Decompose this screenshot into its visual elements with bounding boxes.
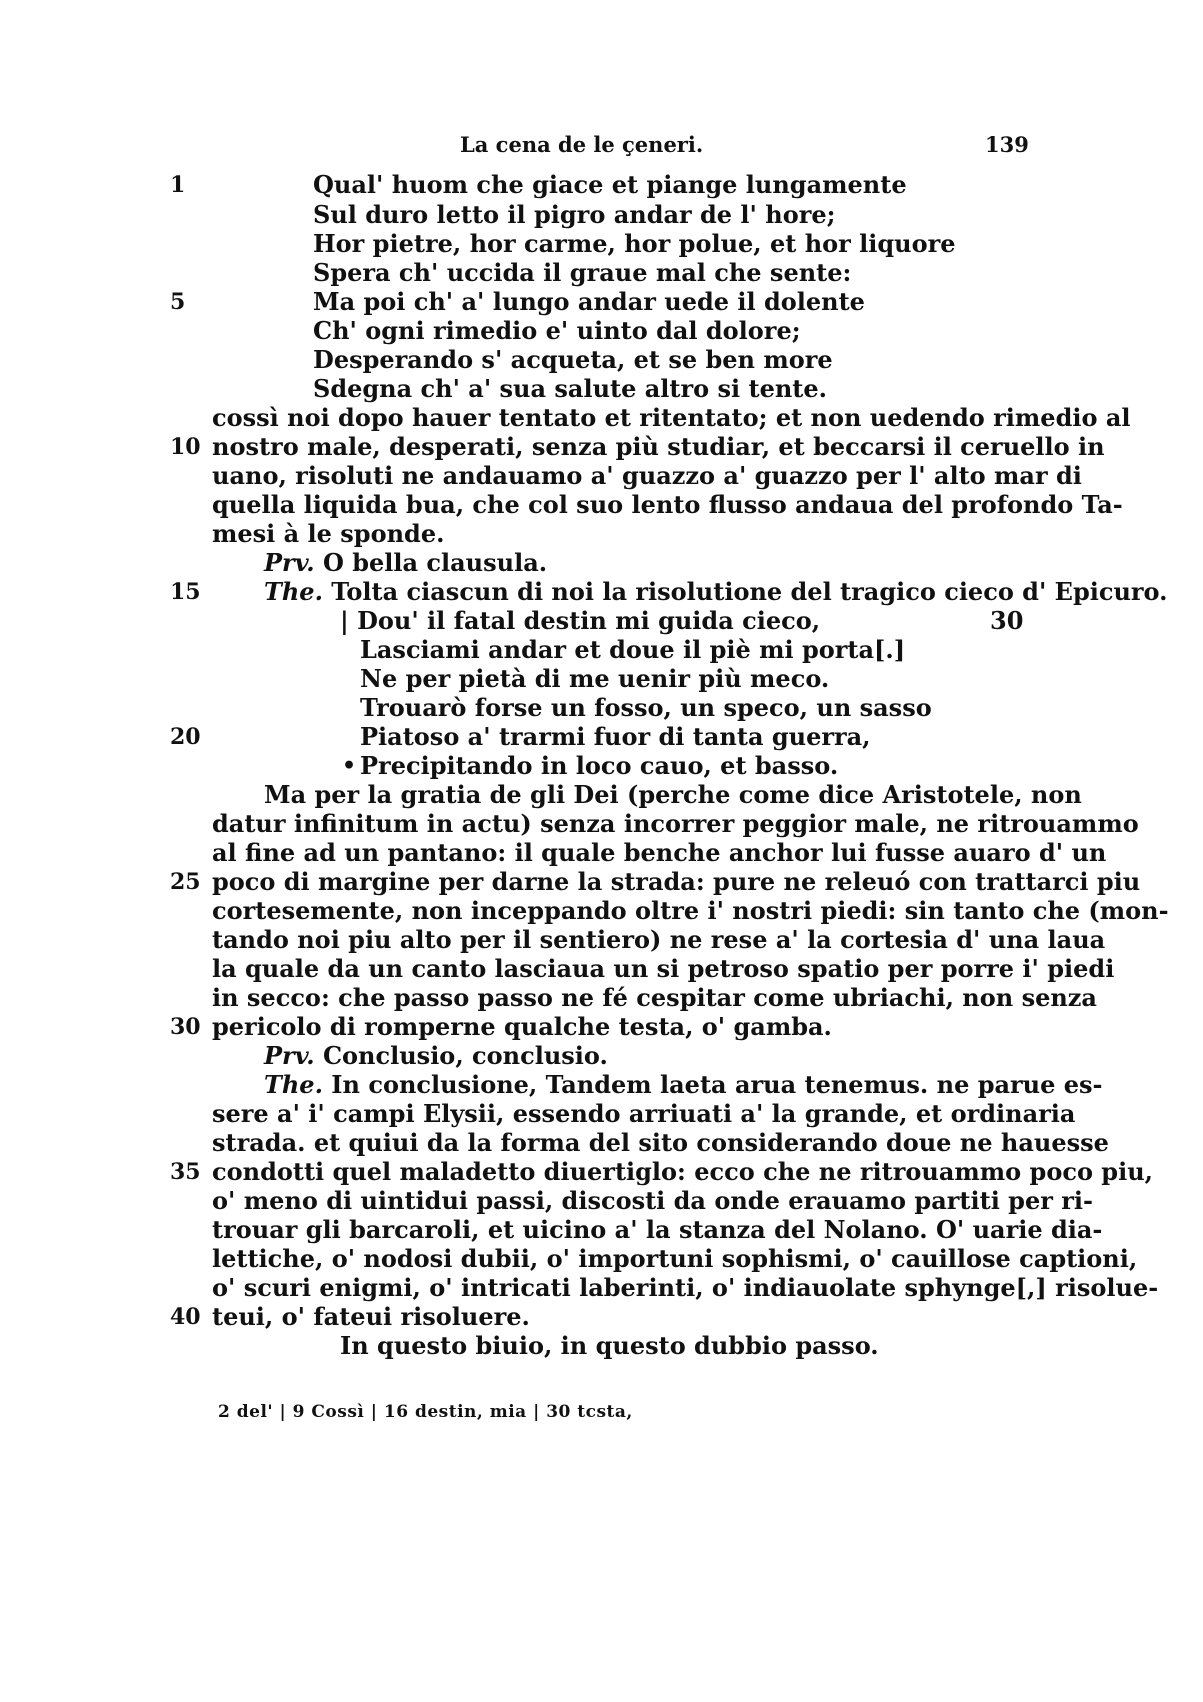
line-number: 25 [170,869,201,895]
verse-text: Ne per pietà di me uenir più meco. [360,664,830,693]
prose-text: datur infinitum in actu) senza incorrer peggior male, ne ritrouammo [212,809,1139,838]
prose-text: strada. et quiui da la forma del sito considerando doue ne hauesse [212,1128,1109,1157]
text-line [0,519,1203,549]
text-line [0,258,1203,288]
prose-text: Ma per la gratia de gli Dei (perche come dice Aristotele, non [264,780,1082,809]
text-line [0,1302,1203,1332]
line-number: 5 [170,289,186,315]
text-line [0,751,1203,781]
text-line [0,461,1203,491]
text-line [0,838,1203,868]
text-line [0,606,1203,636]
text-line [0,1012,1203,1042]
speaker-label: The. [264,577,323,606]
verse-text: Ma poi ch' a' lungo andar uede il dolente [313,287,865,316]
line-number: 10 [170,434,201,460]
prose-text: teui, o' fateui risoluere. [212,1302,530,1331]
line-number: 30 [170,1014,201,1040]
text-line [0,1099,1203,1129]
verse-text: | Dou' il fatal destin mi guida cieco, [340,606,821,635]
prose-text: quella liquida bua, che col suo lento flusso andaua del profondo Ta- [212,490,1123,519]
text-line [0,170,1203,200]
text-line [0,1128,1203,1158]
line-number: 35 [170,1159,201,1185]
text-line [0,635,1203,665]
text-line [0,432,1203,462]
text-line [0,664,1203,694]
text-line [0,780,1203,810]
text-line [0,925,1203,955]
speech-text: Conclusio, conclusio. [322,1041,608,1070]
text-line [0,1070,1203,1100]
speech-text: In conclusione, Tandem laeta arua tenemus. ne parue es- [331,1070,1103,1099]
text-line [0,200,1203,230]
text-line [0,1157,1203,1187]
text-line [0,1273,1203,1303]
text-line [0,345,1203,375]
dialogue-text [264,1041,1032,1071]
text-line [0,809,1203,839]
prose-text: al fine ad un pantano: il quale benche anchor lui fusse auaro d' un [212,838,1107,867]
speaker-label: Prv. [264,1041,315,1070]
prose-text: cossì noi dopo hauer tentato et ritentato; et non uedendo rimedio al [212,403,1131,432]
text-line [0,374,1203,404]
prose-text: sere a' i' campi Elysii, essendo arriuati a' la grande, et ordinaria [212,1099,1076,1128]
text-line [0,983,1203,1013]
text-line [0,316,1203,346]
text-line [0,1244,1203,1274]
prose-text: uano, risoluti ne andauamo a' guazzo a' guazzo per l' alto mar di [212,461,1082,490]
speech-text: O bella clausula. [322,548,548,577]
text-line [0,403,1203,433]
line-number: 1 [170,172,186,198]
running-title: La cena de le çeneri. [460,132,704,157]
prose-text: la quale da un canto lasciaua un si petroso spatio per porre i' piedi [212,954,1115,983]
prose-text: o' scuri enigmi, o' intricati laberinti, o' indiauolate sphynge[,] risolue- [212,1273,1159,1302]
textual-apparatus-footnote: 2 del' | 9 Cossì | 16 destin, mia | 30 tcsta, [218,1402,633,1422]
prose-text: mesi à le sponde. [212,519,445,548]
line-number: 15 [170,579,201,605]
prose-text: nostro male, desperati, senza più studiar, et beccarsi il ceruello in [212,432,1105,461]
text-line [0,577,1203,607]
prose-text: trouar gli barcaroli, et uicino a' la stanza del Nolano. O' uarie dia- [212,1215,1103,1244]
verse-text: Qual' huom che giace et piange lungamente [313,170,907,199]
verse-text: Spera ch' uccida il graue mal che sente: [313,258,852,287]
verse-text: Sul duro letto il pigro andar de l' hore; [313,200,836,229]
text-line [0,287,1203,317]
speaker-label: The. [264,1070,323,1099]
text-line [0,548,1203,578]
text-line [0,1186,1203,1216]
text-line [0,954,1203,984]
text-line [0,693,1203,723]
verse-text: Sdegna ch' a' sua salute altro si tente. [313,374,828,403]
dialogue-text [264,1070,1103,1100]
text-line [0,1041,1203,1071]
prose-text: lettiche, o' nodosi dubii, o' importuni sophismi, o' cauillose captioni, [212,1244,1138,1273]
verse-text: Lasciami andar et doue il piè mi porta[.] [360,635,906,664]
prose-text: in secco: che passo passo ne fé cespitar come ubriachi, non senza [212,983,1097,1012]
text-line [0,867,1203,897]
text-line [0,490,1203,520]
page-number: 139 [985,132,1029,157]
text-line [0,722,1203,752]
text-line [0,1215,1203,1245]
prose-text: poco di margine per darne la strada: pure ne releuó con trattarci piu [212,867,1141,896]
line-number: 20 [170,724,201,750]
text-line [0,229,1203,259]
dialogue-text [264,577,1168,607]
running-head [0,132,1203,162]
prose-text: pericolo di romperne qualche testa, o' gamba. [212,1012,832,1041]
bullet-mark: • [342,753,357,779]
speech-text: Tolta ciascun di noi la risolutione del tragico cieco d' Epicuro. [331,577,1168,606]
verse-text: Hor pietre, hor carme, hor polue, et hor liquore [313,229,956,258]
verse-text: Precipitando in loco cauo, et basso. [360,751,839,780]
text-line [0,896,1203,926]
verse-text: In questo biuio, in questo dubbio passo. [340,1331,879,1360]
dialogue-text [264,548,1032,578]
prose-text: o' meno di uintidui passi, discosti da onde erauamo partiti per ri- [212,1186,1093,1215]
prose-text: tando noi piu alto per il sentiero) ne rese a' la cortesia d' una laua [212,925,1106,954]
verse-text: Trouarò forse un fosso, un speco, un sasso [360,693,932,722]
marginal-page-ref: 30 [990,606,1024,635]
speaker-label: Prv. [264,548,315,577]
verse-text: Desperando s' acqueta, et se ben more [313,345,833,374]
verse-text: Piatoso a' trarmi fuor di tanta guerra, [360,722,871,751]
line-number: 40 [170,1304,201,1330]
verse-text: Ch' ogni rimedio e' uinto dal dolore; [313,316,801,345]
prose-text: cortesemente, non inceppando oltre i' nostri piedi: sin tanto che (mon- [212,896,1169,925]
text-line [0,1331,1203,1361]
prose-text: condotti quel maladetto diuertiglo: ecco che ne ritrouammo poco piu, [212,1157,1154,1186]
